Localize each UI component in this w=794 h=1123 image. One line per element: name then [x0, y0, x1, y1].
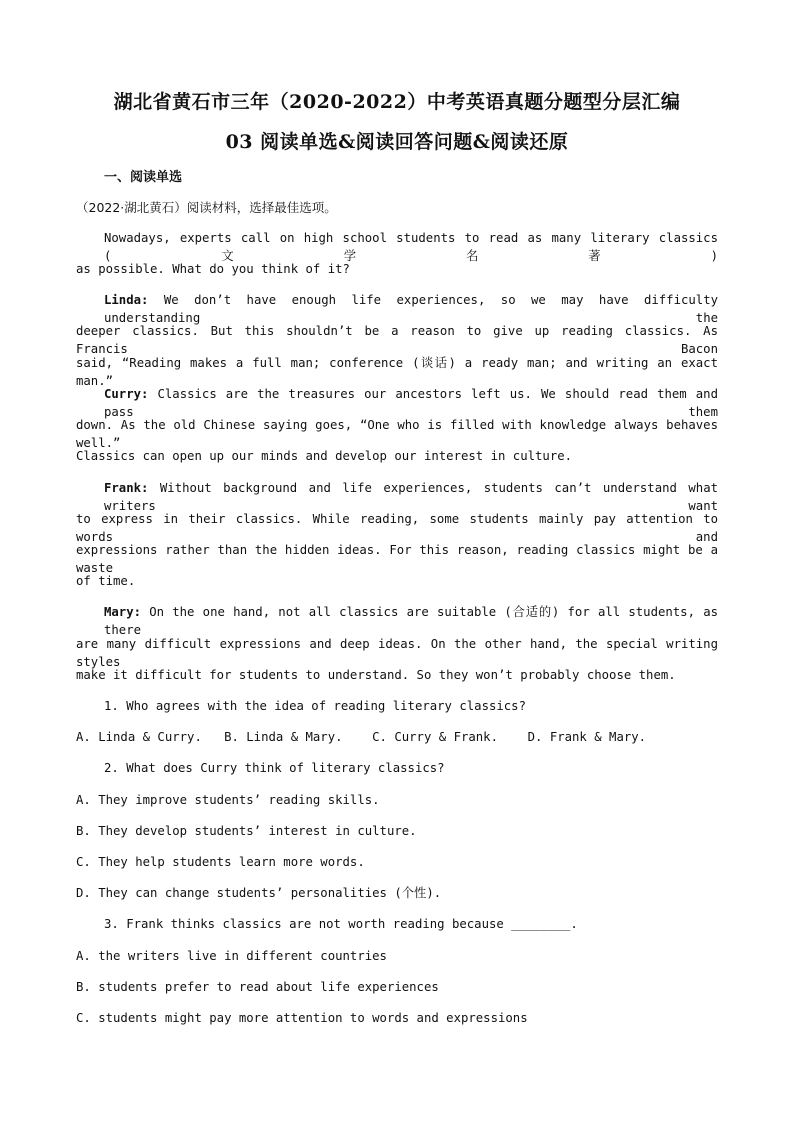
question-stem: 1. Who agrees with the idea of reading literary classics? [104, 699, 526, 713]
curry-paragraph-line: down. As the old Chinese saying goes, “One who is filled with knowledge always behaves well.” [76, 418, 718, 450]
passage-intro-line: as possible. What do you think of it? [76, 262, 350, 276]
document-subtitle: 03 阅读单选&阅读回答问题&阅读还原 [225, 131, 569, 153]
passage-intro-line: Nowadays, experts call on high school students to read as many literary classics (文学名著) [104, 231, 718, 263]
speaker-curry: Curry: [104, 387, 149, 401]
speaker-frank: Frank: [104, 481, 149, 495]
mary-text: On the one hand, not all classics are suitable (合适的) for all students, as there [104, 605, 718, 637]
frank-paragraph-line: expressions rather than the hidden ideas. For this reason, reading classics might be a waste [76, 543, 718, 575]
question-option: C. students might pay more attention to words and expressions [76, 1011, 528, 1025]
mary-paragraph-line: are many difficult expressions and deep ideas. On the other hand, the special writing styles [76, 637, 718, 669]
section-heading: 一、阅读单选 [104, 170, 183, 185]
question-option: C. They help students learn more words. [76, 855, 365, 869]
frank-paragraph-line: to express in their classics. While reading, some students mainly pay attention to words and [76, 512, 718, 544]
mary-paragraph-line: make it difficult for students to understand. So they won’t probably choose them. [76, 668, 676, 682]
source-note: （2022·湖北黄石）阅读材料，选择最佳选项。 [76, 200, 337, 215]
linda-paragraph-line [104, 291, 718, 325]
linda-text: We don’t have enough life experiences, so we may have difficulty understanding the [104, 293, 718, 325]
speaker-mary: Mary: [104, 605, 142, 619]
frank-paragraph-line: of time. [76, 574, 136, 588]
question-stem: 3. Frank thinks classics are not worth reading because ________. [104, 917, 578, 931]
question-stem: 2. What does Curry think of literary classics? [104, 761, 445, 775]
curry-text: Classics are the treasures our ancestors left us. We should read them and pass them [104, 387, 718, 419]
question-option: D. They can change students’ personalities (个性). [76, 886, 442, 900]
curry-paragraph-line [104, 385, 718, 419]
mary-paragraph-line [104, 603, 718, 637]
curry-paragraph-line: Classics can open up our minds and develop our interest in culture. [76, 449, 573, 463]
question-option: B. They develop students’ interest in culture. [76, 824, 417, 838]
frank-text: Without background and life experiences, students can’t understand what writers want [104, 481, 718, 513]
question-option: B. students prefer to read about life experiences [76, 980, 439, 994]
speaker-linda: Linda: [104, 293, 149, 307]
linda-paragraph-line: deeper classics. But this shouldn’t be a reason to give up reading classics. As Francis Bacon [76, 324, 718, 356]
question-option: A. the writers live in different countries [76, 949, 387, 963]
question-options: A. Linda & Curry. B. Linda & Mary. C. Curry & Frank. D. Frank & Mary. [76, 730, 647, 744]
linda-paragraph-line: said, “Reading makes a full man; conference (谈话) a ready man; and writing an exact man.” [76, 356, 718, 388]
document-title: 湖北省黄石市三年（2020-2022）中考英语真题分题型分层汇编 [113, 91, 681, 113]
question-option: A. They improve students’ reading skills. [76, 793, 380, 807]
frank-paragraph-line [104, 479, 718, 513]
